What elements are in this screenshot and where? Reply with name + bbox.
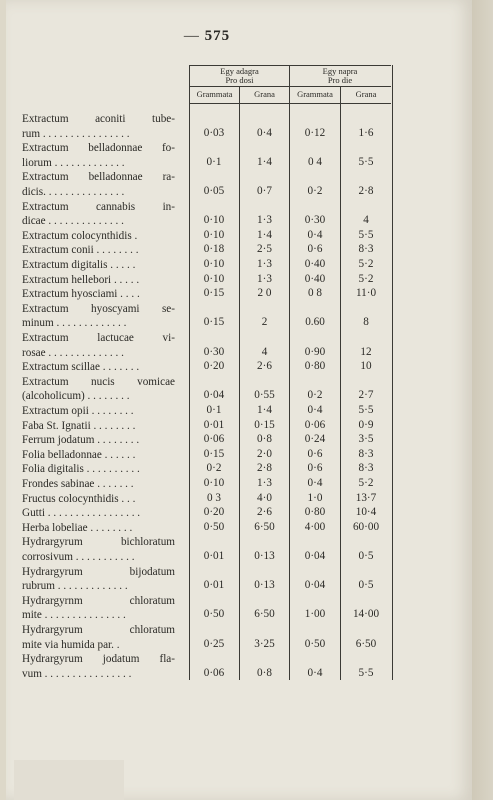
day-grana: 4 <box>363 214 369 227</box>
drug-name <box>22 448 175 463</box>
day-grammata: 0·06 <box>304 418 326 431</box>
dose-grammata: 0·10 <box>203 228 225 241</box>
drug-name <box>22 141 175 170</box>
drug-name <box>22 375 175 404</box>
dose-grammata: 0·01 <box>203 579 225 592</box>
drug-name-line: Extractum cannabis in- <box>22 200 175 213</box>
day-grana: 1·6 <box>358 126 374 139</box>
day-grammata: 0·4 <box>307 228 323 241</box>
day-grana: 0·5 <box>358 549 374 562</box>
dose-grammata: 0·25 <box>203 637 225 650</box>
header-group-rule <box>189 86 391 87</box>
drug-name-line: dicis. . . . . . . . . . . . . . . <box>22 185 125 198</box>
drug-name <box>22 521 175 536</box>
page-number-value: 575 <box>204 28 231 44</box>
paper-patch <box>14 760 124 800</box>
dose-grammata: 0·06 <box>203 433 225 446</box>
day-grammata: 0·90 <box>304 345 326 358</box>
day-grammata: 0·80 <box>304 506 326 519</box>
day-grammata: 0.60 <box>305 316 325 329</box>
drug-name-line: vum . . . . . . . . . . . . . . . . <box>22 667 132 680</box>
day-grana: 11·0 <box>355 287 377 300</box>
dose-grammata: 0·1 <box>206 155 222 168</box>
day-grammata: 0·4 <box>307 404 323 416</box>
drug-name <box>22 623 175 652</box>
dose-grana: 4·0 <box>257 491 272 504</box>
drug-name-line: Hydrargyrum bichloratum <box>22 536 175 549</box>
drug-name-line: Gutti . . . . . . . . . . . . . . . . . <box>22 507 141 520</box>
drug-name-line: minum . . . . . . . . . . . . . <box>22 317 127 330</box>
drug-name-line: (alcoholicum) . . . . . . . . <box>22 390 130 403</box>
day-grammata: 0·50 <box>304 637 326 650</box>
drug-name <box>22 535 175 564</box>
dose-grammata: 0·20 <box>203 360 225 373</box>
drug-name <box>22 273 175 288</box>
dose-grana: 0·8 <box>257 433 272 446</box>
drug-name-line: Extractum digitalis . . . . . <box>22 259 136 271</box>
day-grana: 5·5 <box>358 228 374 241</box>
header-bottom-rule <box>189 103 391 104</box>
dose-grana: 0·7 <box>257 184 272 197</box>
drug-name <box>22 433 175 448</box>
dose-grana: 2·6 <box>257 360 272 373</box>
drug-name-line: Extractum opii . . . . . . . . <box>22 405 134 417</box>
day-grana: 14·00 <box>352 608 380 621</box>
dose-grana: 0·13 <box>254 549 275 562</box>
drug-name <box>22 302 175 331</box>
dose-grammata: 0·18 <box>203 243 225 256</box>
dose-grammata: 0·05 <box>203 184 225 197</box>
drug-name <box>22 112 175 141</box>
drug-name-line: Extractum lactucae vi- <box>22 332 175 344</box>
drug-name <box>22 360 175 375</box>
dose-grana: 0·8 <box>257 666 272 679</box>
dose-grana: 4 <box>261 345 268 358</box>
day-grammata: 0·04 <box>304 579 326 592</box>
day-grana: 3·5 <box>358 433 374 446</box>
day-grana: 8 <box>363 316 369 329</box>
day-grana: 5·2 <box>358 477 374 489</box>
dose-grana: 2·5 <box>257 243 272 256</box>
drug-name-line: Extractum conii . . . . . . . . <box>22 244 139 257</box>
day-grana: 0·5 <box>358 579 374 592</box>
dose-grana: 2·8 <box>257 462 272 475</box>
dose-grammata: 0·10 <box>203 272 225 285</box>
dose-grana: 0·13 <box>254 579 275 592</box>
header-day-grammata: Grammata <box>297 89 333 99</box>
drug-name-line: Extractum hyosciami . . . . <box>22 288 140 301</box>
day-grammata: 0·6 <box>307 243 323 256</box>
drug-name-line: Folia belladonnae . . . . . . <box>22 448 136 461</box>
day-grammata: 0·40 <box>304 258 326 270</box>
dose-grana: 0·15 <box>254 418 275 431</box>
dose-grammata: 0·10 <box>203 477 225 489</box>
drug-name <box>22 331 175 360</box>
page-edge <box>472 0 493 800</box>
header-per-dose-la: Pro dosi <box>225 75 254 85</box>
day-grammata: 1·00 <box>304 608 326 621</box>
day-grana: 13·7 <box>355 491 377 504</box>
drug-name-line: Faba St. Ignatii . . . . . . . . <box>22 419 136 432</box>
page-number: — 575 <box>183 28 231 44</box>
day-grana: 6·50 <box>355 637 377 650</box>
dose-grana: 3·25 <box>254 637 275 650</box>
drug-name-line: Extractum aconiti tube- <box>22 113 175 125</box>
drug-name-line: rum . . . . . . . . . . . . . . . . <box>22 127 130 140</box>
dose-grammata: 0·50 <box>203 520 225 533</box>
day-grammata: 0 4 <box>308 155 322 168</box>
drug-name-line: Folia digitalis . . . . . . . . . . <box>22 463 140 476</box>
header-per-day <box>290 67 390 85</box>
drug-name-line: Extractum colocynthidis . <box>22 229 138 242</box>
day-grana: 8·3 <box>358 462 374 475</box>
drug-name <box>22 287 175 302</box>
dose-grana: 0·4 <box>257 126 272 139</box>
dose-grammata: 0·20 <box>203 506 225 519</box>
dose-grana: 1·4 <box>257 404 272 416</box>
drug-name-line: Extractum belladonnae fo- <box>22 142 175 155</box>
header-per-day-hu: Egy napra <box>322 66 358 76</box>
dose-grana: 2·6 <box>257 506 272 519</box>
day-grana: 12 <box>360 345 372 358</box>
header-dose-grammata: Grammata <box>196 89 233 99</box>
drug-name-line: Hydrargyrum jodatum fla- <box>22 653 175 666</box>
day-grammata: 0·04 <box>304 549 326 562</box>
dose-grana: 1·4 <box>257 155 272 168</box>
header-dose-grana: Grana <box>254 89 275 99</box>
day-grana: 2·7 <box>358 389 374 402</box>
dose-grammata: 0·15 <box>203 447 225 460</box>
dose-grana: 1·4 <box>257 228 272 241</box>
dose-grammata: 0·04 <box>203 389 225 402</box>
dose-grammata: 0·10 <box>203 214 225 227</box>
dose-grammata: 0 3 <box>207 491 221 504</box>
day-grammata: 0 8 <box>308 287 322 300</box>
dose-grana: 1·3 <box>257 258 272 270</box>
day-grana: 10 <box>360 360 372 373</box>
dose-grammata: 0·01 <box>203 418 225 431</box>
header-per-dose <box>190 67 289 85</box>
drug-name-line: mite via humida par. . <box>22 638 120 651</box>
day-grana: 0·9 <box>358 418 374 431</box>
drug-name <box>22 652 175 681</box>
drug-name <box>22 506 175 521</box>
day-grammata: 0·4 <box>307 666 323 679</box>
drug-name-line: Extractum hellebori . . . . . <box>22 273 140 286</box>
day-grammata: 0·6 <box>307 462 323 475</box>
drug-name-line: Frondes sabinae . . . . . . . <box>22 478 134 490</box>
day-grana: 5·5 <box>358 666 374 679</box>
day-grana: 2·8 <box>358 184 374 197</box>
day-grammata: 0·2 <box>307 184 323 197</box>
dose-grammata: 0·15 <box>203 316 225 329</box>
drug-name-line: Extractum belladonnae ra- <box>22 171 175 184</box>
day-grammata: 0·30 <box>304 214 326 227</box>
drug-name-line: rosae . . . . . . . . . . . . . . <box>22 346 124 359</box>
drug-name-line: mite . . . . . . . . . . . . . . . <box>22 609 126 622</box>
dose-grana: 2 0 <box>257 287 272 300</box>
day-grammata: 0·24 <box>304 433 326 446</box>
day-grana: 8·3 <box>358 447 374 460</box>
dose-grana: 2·0 <box>257 447 272 460</box>
dose-grammata: 0·1 <box>206 404 222 416</box>
drug-name <box>22 243 175 258</box>
drug-name-line: Extractum nucis vomicae <box>22 375 175 388</box>
dose-grana: 2 <box>261 316 268 329</box>
dose-grammata: 0·15 <box>203 287 225 300</box>
drug-name <box>22 492 175 507</box>
dose-grammata: 0·01 <box>203 549 225 562</box>
drug-name <box>22 419 175 434</box>
drug-name <box>22 477 175 492</box>
day-grammata: 0·6 <box>307 447 323 460</box>
drug-name-line: rubrum . . . . . . . . . . . . . <box>22 580 128 593</box>
drug-name <box>22 462 175 477</box>
drug-name-line: Fructus colocynthidis . . . <box>22 492 136 505</box>
drug-name <box>22 258 175 273</box>
drug-name <box>22 594 175 623</box>
header-per-day-la: Pro die <box>327 75 353 85</box>
drug-name-line: Herba lobeliae . . . . . . . . <box>22 521 133 534</box>
dose-grana: 0·55 <box>254 389 275 402</box>
drug-name-line: Hydrargyrnm chloratum <box>22 594 175 607</box>
day-grana: 8·3 <box>358 243 374 256</box>
day-grammata: 0·2 <box>307 389 323 402</box>
dose-grammata: 0·50 <box>203 608 225 621</box>
day-grana: 10·4 <box>355 506 377 519</box>
dose-grana: 6·50 <box>254 608 275 621</box>
header-day-grana: Grana <box>355 89 377 99</box>
drug-name <box>22 229 175 244</box>
dose-grana: 1·3 <box>257 272 272 285</box>
dose-grammata: 0·06 <box>203 666 225 679</box>
day-grammata: 0·4 <box>307 477 323 489</box>
dose-grammata: 0·2 <box>206 462 222 475</box>
drug-name-line: Extractum scillae . . . . . . . <box>22 361 140 374</box>
day-grana: 60·00 <box>352 520 380 533</box>
drug-name-line: Extractum hyoscyami se- <box>22 302 175 315</box>
day-grana: 5·2 <box>358 258 374 270</box>
day-grammata: 4·00 <box>304 520 326 533</box>
drug-name-line: corrosivum . . . . . . . . . . . <box>22 550 135 563</box>
drug-name-line: liorum . . . . . . . . . . . . . <box>22 156 125 169</box>
day-grammata: 0·80 <box>304 360 326 373</box>
day-grana: 5·5 <box>358 404 374 416</box>
dose-grana: 1·3 <box>257 477 272 489</box>
day-grana: 5·2 <box>358 272 374 285</box>
drug-name-line: Hydrargyrum bijodatum <box>22 565 175 578</box>
dose-grana: 6·50 <box>254 520 275 533</box>
drug-name <box>22 170 175 199</box>
dose-grana: 1·3 <box>257 214 272 227</box>
dose-grammata: 0·03 <box>203 126 225 139</box>
drug-name-line: Hydrargyrum chloratum <box>22 624 175 636</box>
dose-grammata: 0·10 <box>203 258 225 270</box>
drug-name <box>22 200 175 229</box>
header-per-dose-hu: Egy adagra <box>220 66 259 76</box>
drug-name-line: dicae . . . . . . . . . . . . . . <box>22 215 124 228</box>
day-grammata: 1·0 <box>307 491 323 504</box>
day-grammata: 0·12 <box>304 126 326 139</box>
drug-name <box>22 404 175 419</box>
day-grana: 5·5 <box>358 155 374 168</box>
drug-name-line: Ferrum jodatum . . . . . . . . <box>22 434 140 447</box>
dose-grammata: 0·30 <box>203 345 225 358</box>
day-grammata: 0·40 <box>304 272 326 285</box>
drug-name <box>22 565 175 594</box>
